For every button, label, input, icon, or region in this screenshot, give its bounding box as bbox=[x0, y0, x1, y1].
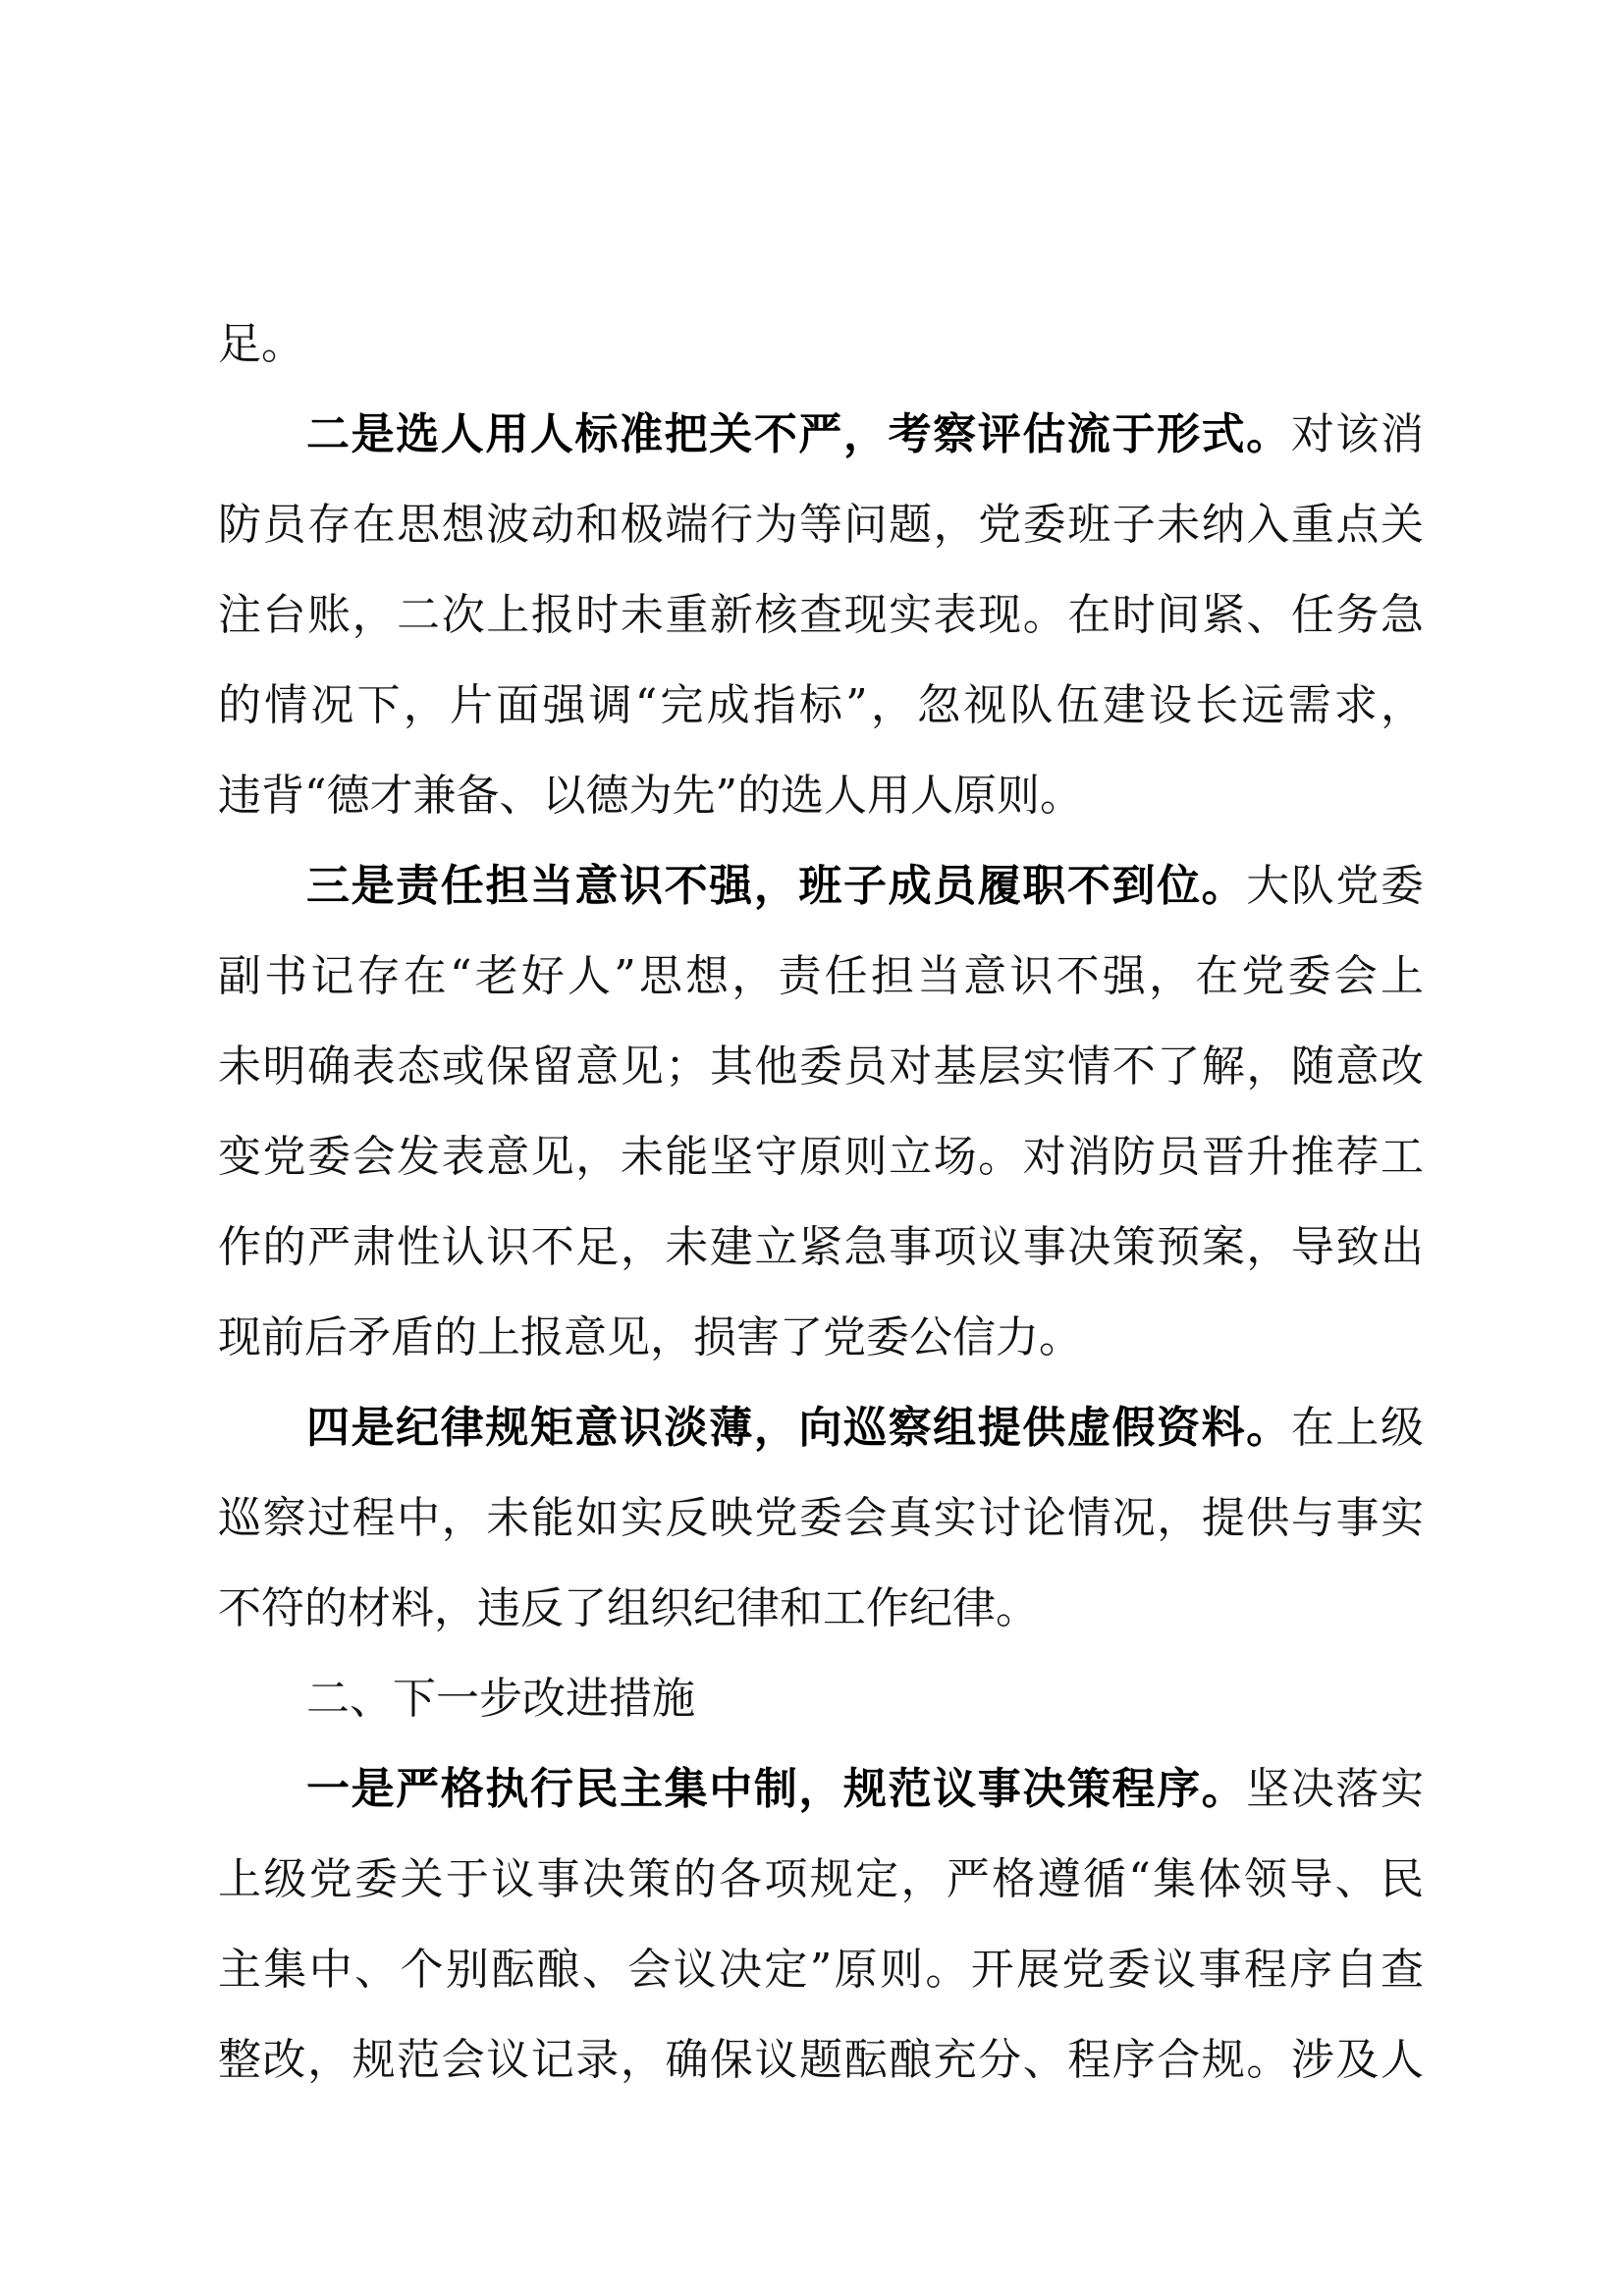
line-text: 作的严肃性认识不足，未建立紧急事项议事决策预案，导致出 bbox=[218, 1222, 1424, 1272]
line-text: 变党委会发表意见，未能坚守原则立场。对消防员晋升推荐工 bbox=[218, 1132, 1424, 1182]
line-text: 未明确表态或保留意见；其他委员对基层实情不了解，随意改 bbox=[218, 1041, 1424, 1092]
paragraph-heading-line bbox=[306, 858, 1424, 915]
line-text: 的情况下，片面强调“完成指标”，忽视队伍建设长远需求， bbox=[218, 680, 1424, 730]
text-line bbox=[218, 316, 1424, 373]
bold-lead: 三是责任担当意识不强，班子成员履职不到位。 bbox=[306, 861, 1247, 911]
text-line bbox=[218, 1129, 1424, 1186]
text-line bbox=[218, 587, 1424, 644]
line-text: 现前后矛盾的上报意见，损害了党委公信力。 bbox=[218, 1312, 1082, 1362]
line-text: 违背“德才兼备、以德为先”的选人用人原则。 bbox=[218, 771, 1083, 821]
text-line bbox=[218, 768, 1424, 825]
text-line bbox=[218, 497, 1424, 554]
line-text: 注台账，二次上报时未重新核查现实表现。在时间紧、任务急 bbox=[218, 590, 1424, 640]
text-line bbox=[218, 948, 1424, 1005]
text-line bbox=[218, 1219, 1424, 1276]
line-text: 防员存在思想波动和极端行为等问题，党委班子未纳入重点关 bbox=[218, 500, 1424, 550]
section-heading-text: 二、下一步改进措施 bbox=[306, 1674, 695, 1724]
text-line bbox=[218, 1851, 1424, 1908]
line-text: 足。 bbox=[218, 319, 304, 369]
line-text: 对该消 bbox=[1290, 409, 1425, 459]
paragraph-heading-line bbox=[306, 1761, 1424, 1818]
text-line bbox=[218, 1309, 1424, 1366]
paragraph-heading-line bbox=[306, 1400, 1424, 1457]
text-line bbox=[218, 2032, 1424, 2089]
line-text: 不符的材料，违反了组织纪律和工作纪律。 bbox=[218, 1583, 1039, 1633]
line-text: 主集中、个别酝酿、会议决定”原则。开展党委议事程序自查 bbox=[218, 1945, 1424, 1995]
bold-lead: 四是纪律规矩意识淡薄，向巡察组提供虚假资料。 bbox=[306, 1403, 1291, 1453]
line-text: 大队党委 bbox=[1246, 861, 1424, 911]
section-heading bbox=[306, 1671, 1424, 1728]
line-text: 副书记存在“老好人”思想，责任担当意识不强，在党委会上 bbox=[218, 951, 1424, 1001]
text-line bbox=[218, 1490, 1424, 1547]
text-line bbox=[218, 677, 1424, 734]
line-text: 巡察过程中，未能如实反映党委会真实讨论情况，提供与事实 bbox=[218, 1493, 1424, 1543]
text-line bbox=[218, 1942, 1424, 1999]
line-text: 上级党委关于议事决策的各项规定，严格遵循“集体领导、民 bbox=[218, 1854, 1424, 1904]
bold-lead: 二是选人用人标准把关不严，考察评估流于形式。 bbox=[306, 409, 1291, 459]
text-line bbox=[218, 1580, 1424, 1637]
line-text: 整改，规范会议记录，确保议题酝酿充分、程序合规。涉及人 bbox=[218, 2035, 1424, 2085]
text-line bbox=[218, 1039, 1424, 1095]
line-text: 在上级 bbox=[1290, 1403, 1425, 1453]
line-text: 坚决落实 bbox=[1246, 1764, 1424, 1814]
paragraph-heading-line bbox=[306, 406, 1424, 463]
bold-lead: 一是严格执行民主集中制，规范议事决策程序。 bbox=[306, 1764, 1247, 1814]
